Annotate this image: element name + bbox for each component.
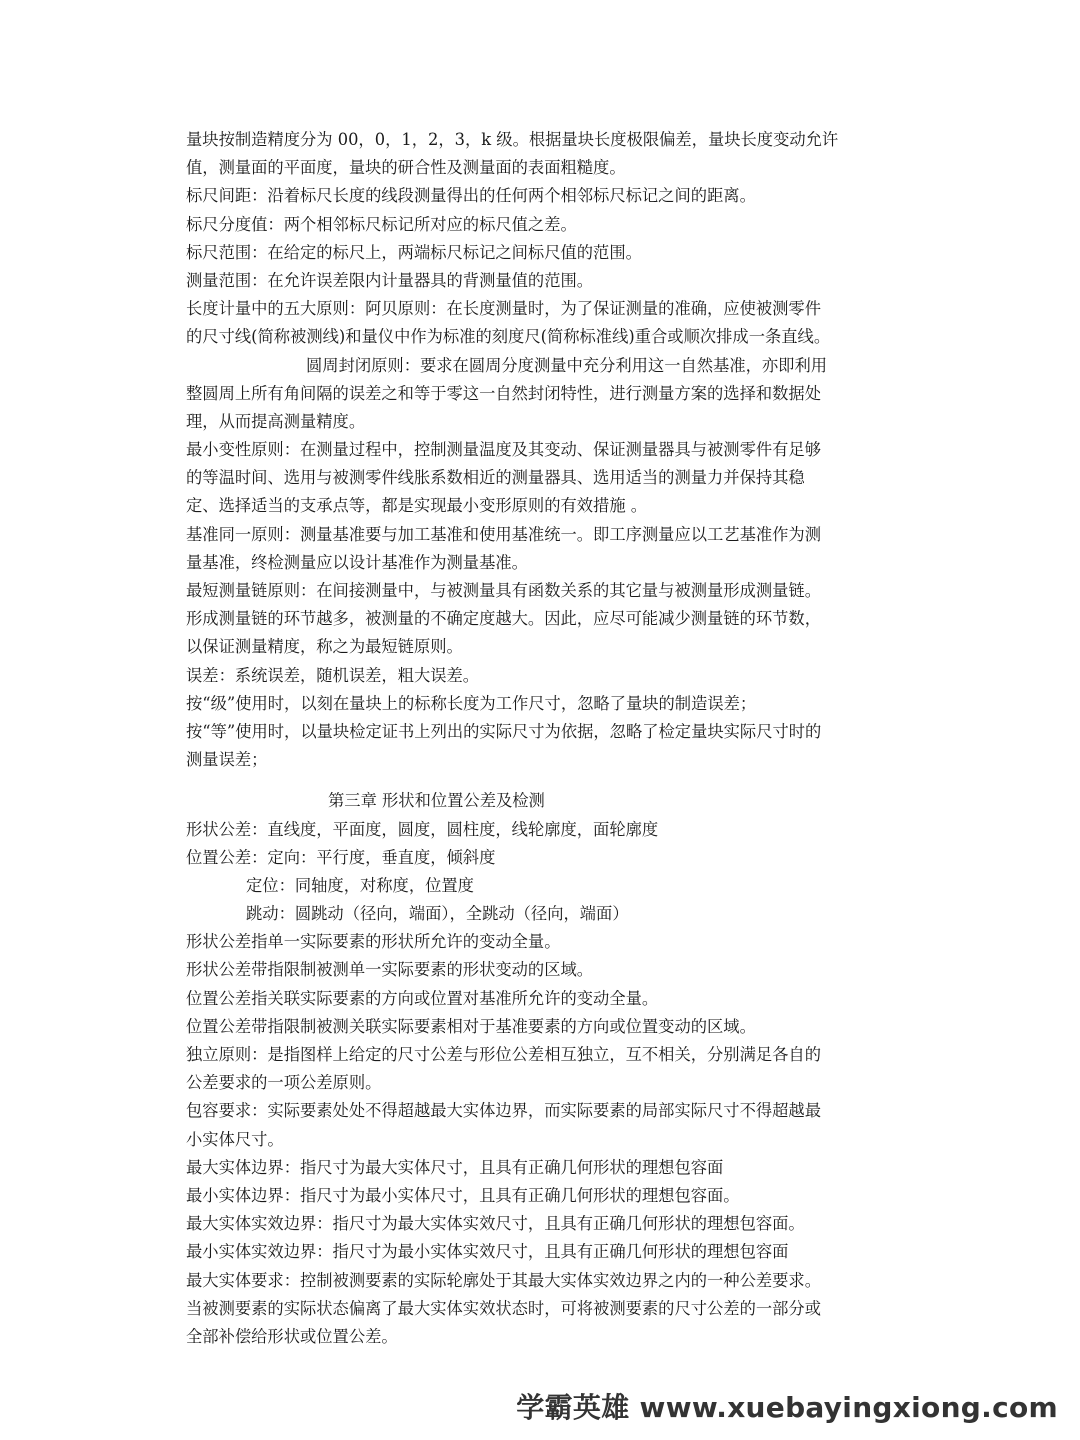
text-line: 全部补偿给形状或位置公差。 (186, 1326, 398, 1346)
text-line: 定、选择适当的支承点等，都是实现最小变形原则的有效措施 。 (186, 496, 648, 516)
text-line: 整圆周上所有角间隔的误差之和等于零这一自然封闭特性，进行测量方案的选择和数据处 (186, 383, 821, 403)
text-line: 圆周封闭原则：要求在圆周分度测量中充分利用这一自然基准，亦即利用 (306, 355, 828, 375)
text-line: 跳动：圆跳动（径向，端面），全跳动（径向，端面） (246, 904, 629, 924)
text-line: 独立原则：是指图样上给定的尺寸公差与形位公差相互独立，互不相关，分别满足各自的 (186, 1045, 821, 1064)
text-line: 值，测量面的平面度，量块的研合性及测量面的表面粗糙度。 (186, 158, 626, 178)
text-line: 按“等”使用时，以量块检定证书上列出的实际尺寸为依据，忽略了检定量块实际尺寸时的 (186, 721, 822, 741)
text-line: 公差要求的一项公差原则。 (186, 1073, 382, 1093)
text-line: 标尺范围：在给定的标尺上，两端标尺标记之间标尺值的范围。 (186, 242, 642, 262)
text-line: 位置公差：定向：平行度，垂直度，倾斜度 (186, 847, 496, 867)
text-line: 形状公差：直线度，平面度，圆度，圆柱度，线轮廓度，面轮廓度 (186, 819, 659, 839)
text-line: 标尺间距：沿着标尺长度的线段测量得出的任何两个相邻标尺标记之间的距离。 (186, 186, 756, 206)
text-line: 最小实体实效边界：指尺寸为最小实体实效尺寸，且具有正确几何形状的理想包容面 (186, 1242, 789, 1262)
text-line: 量块按制造精度分为 00，0，1，2，3，k 级。根据量块长度极限偏差，量块长度变动允许 (186, 130, 839, 149)
text-line: 形状公差带指限制被测单一实际要素的形状变动的区域。 (186, 960, 594, 980)
text-line: 包容要求：实际要素处处不得超越最大实体边界，而实际要素的局部实际尺寸不得超越最 (186, 1101, 821, 1121)
text-line: 量基准，终检测量应以设计基准作为测量基准。 (186, 552, 528, 572)
text-line: 最大实体实效边界：指尺寸为最大实体实效尺寸，且具有正确几何形状的理想包容面。 (186, 1214, 805, 1234)
text-line: 当被测要素的实际状态偏离了最大实体实效状态时，可将被测要素的尺寸公差的一部分或 (186, 1298, 821, 1318)
text-line: 的等温时间、选用与被测零件线胀系数相近的测量器具、选用适当的测量力并保持其稳 (186, 468, 805, 488)
text-line: 最小实体边界：指尺寸为最小实体尺寸，且具有正确几何形状的理想包容面。 (186, 1185, 740, 1205)
text-line: 定位：同轴度，对称度，位置度 (246, 875, 474, 895)
text-line: 长度计量中的五大原则：阿贝原则：在长度测量时，为了保证测量的准确，应使被测零件 (186, 299, 821, 319)
text-line: 形状公差指单一实际要素的形状所允许的变动全量。 (186, 932, 561, 952)
text-line: 基准同一原则：测量基准要与加工基准和使用基准统一。即工序测量应以工艺基准作为测 (186, 524, 821, 544)
text-line: 的尺寸线(简称被测线)和量仪中作为标准的刻度尺(简称标准线)重合或顺次排成一条直线。 (186, 327, 831, 347)
text-line: 测量范围：在允许误差限内计量器具的背测量值的范围。 (186, 270, 594, 290)
text-line: 误差：系统误差，随机误差，粗大误差。 (186, 665, 480, 685)
text-line: 小实体尺寸。 (186, 1129, 284, 1149)
text-line: 理，从而提高测量精度。 (186, 411, 366, 431)
document-body (186, 126, 906, 1351)
text-line: 最小变性原则：在测量过程中，控制测量温度及其变动、保证测量器具与被测零件有足够 (186, 440, 821, 460)
text-line: 按“级”使用时，以刻在量块上的标称长度为工作尺寸，忽略了量块的制造误差； (186, 693, 757, 713)
text-line: 测量误差； (186, 750, 268, 770)
text-line: 位置公差指关联实际要素的方向或位置对基准所允许的变动全量。 (186, 988, 659, 1008)
text-line: 最大实体边界：指尺寸为最大实体尺寸，且具有正确几何形状的理想包容面 (186, 1157, 724, 1177)
text-line: 以保证测量精度，称之为最短链原则。 (186, 637, 463, 657)
text-line: 标尺分度值：两个相邻标尺标记所对应的标尺值之差。 (186, 214, 577, 234)
text-line: 最短测量链原则：在间接测量中，与被测量具有函数关系的其它量与被测量形成测量链。 (186, 581, 821, 600)
text-line: 形成测量链的环节越多，被测量的不确定度越大。因此，应尽可能减少测量链的环节数， (186, 609, 821, 629)
site-watermark: 学霸英雄 www.xuebayingxiong.com (516, 1391, 1058, 1424)
chapter-title: 第三章 形状和位置公差及检测 (328, 791, 545, 811)
text-line: 最大实体要求：控制被测要素的实际轮廓处于其最大实体实效边界之内的一种公差要求。 (186, 1270, 821, 1290)
text-line: 位置公差带指限制被测关联实际要素相对于基准要素的方向或位置变动的区域。 (186, 1016, 756, 1036)
